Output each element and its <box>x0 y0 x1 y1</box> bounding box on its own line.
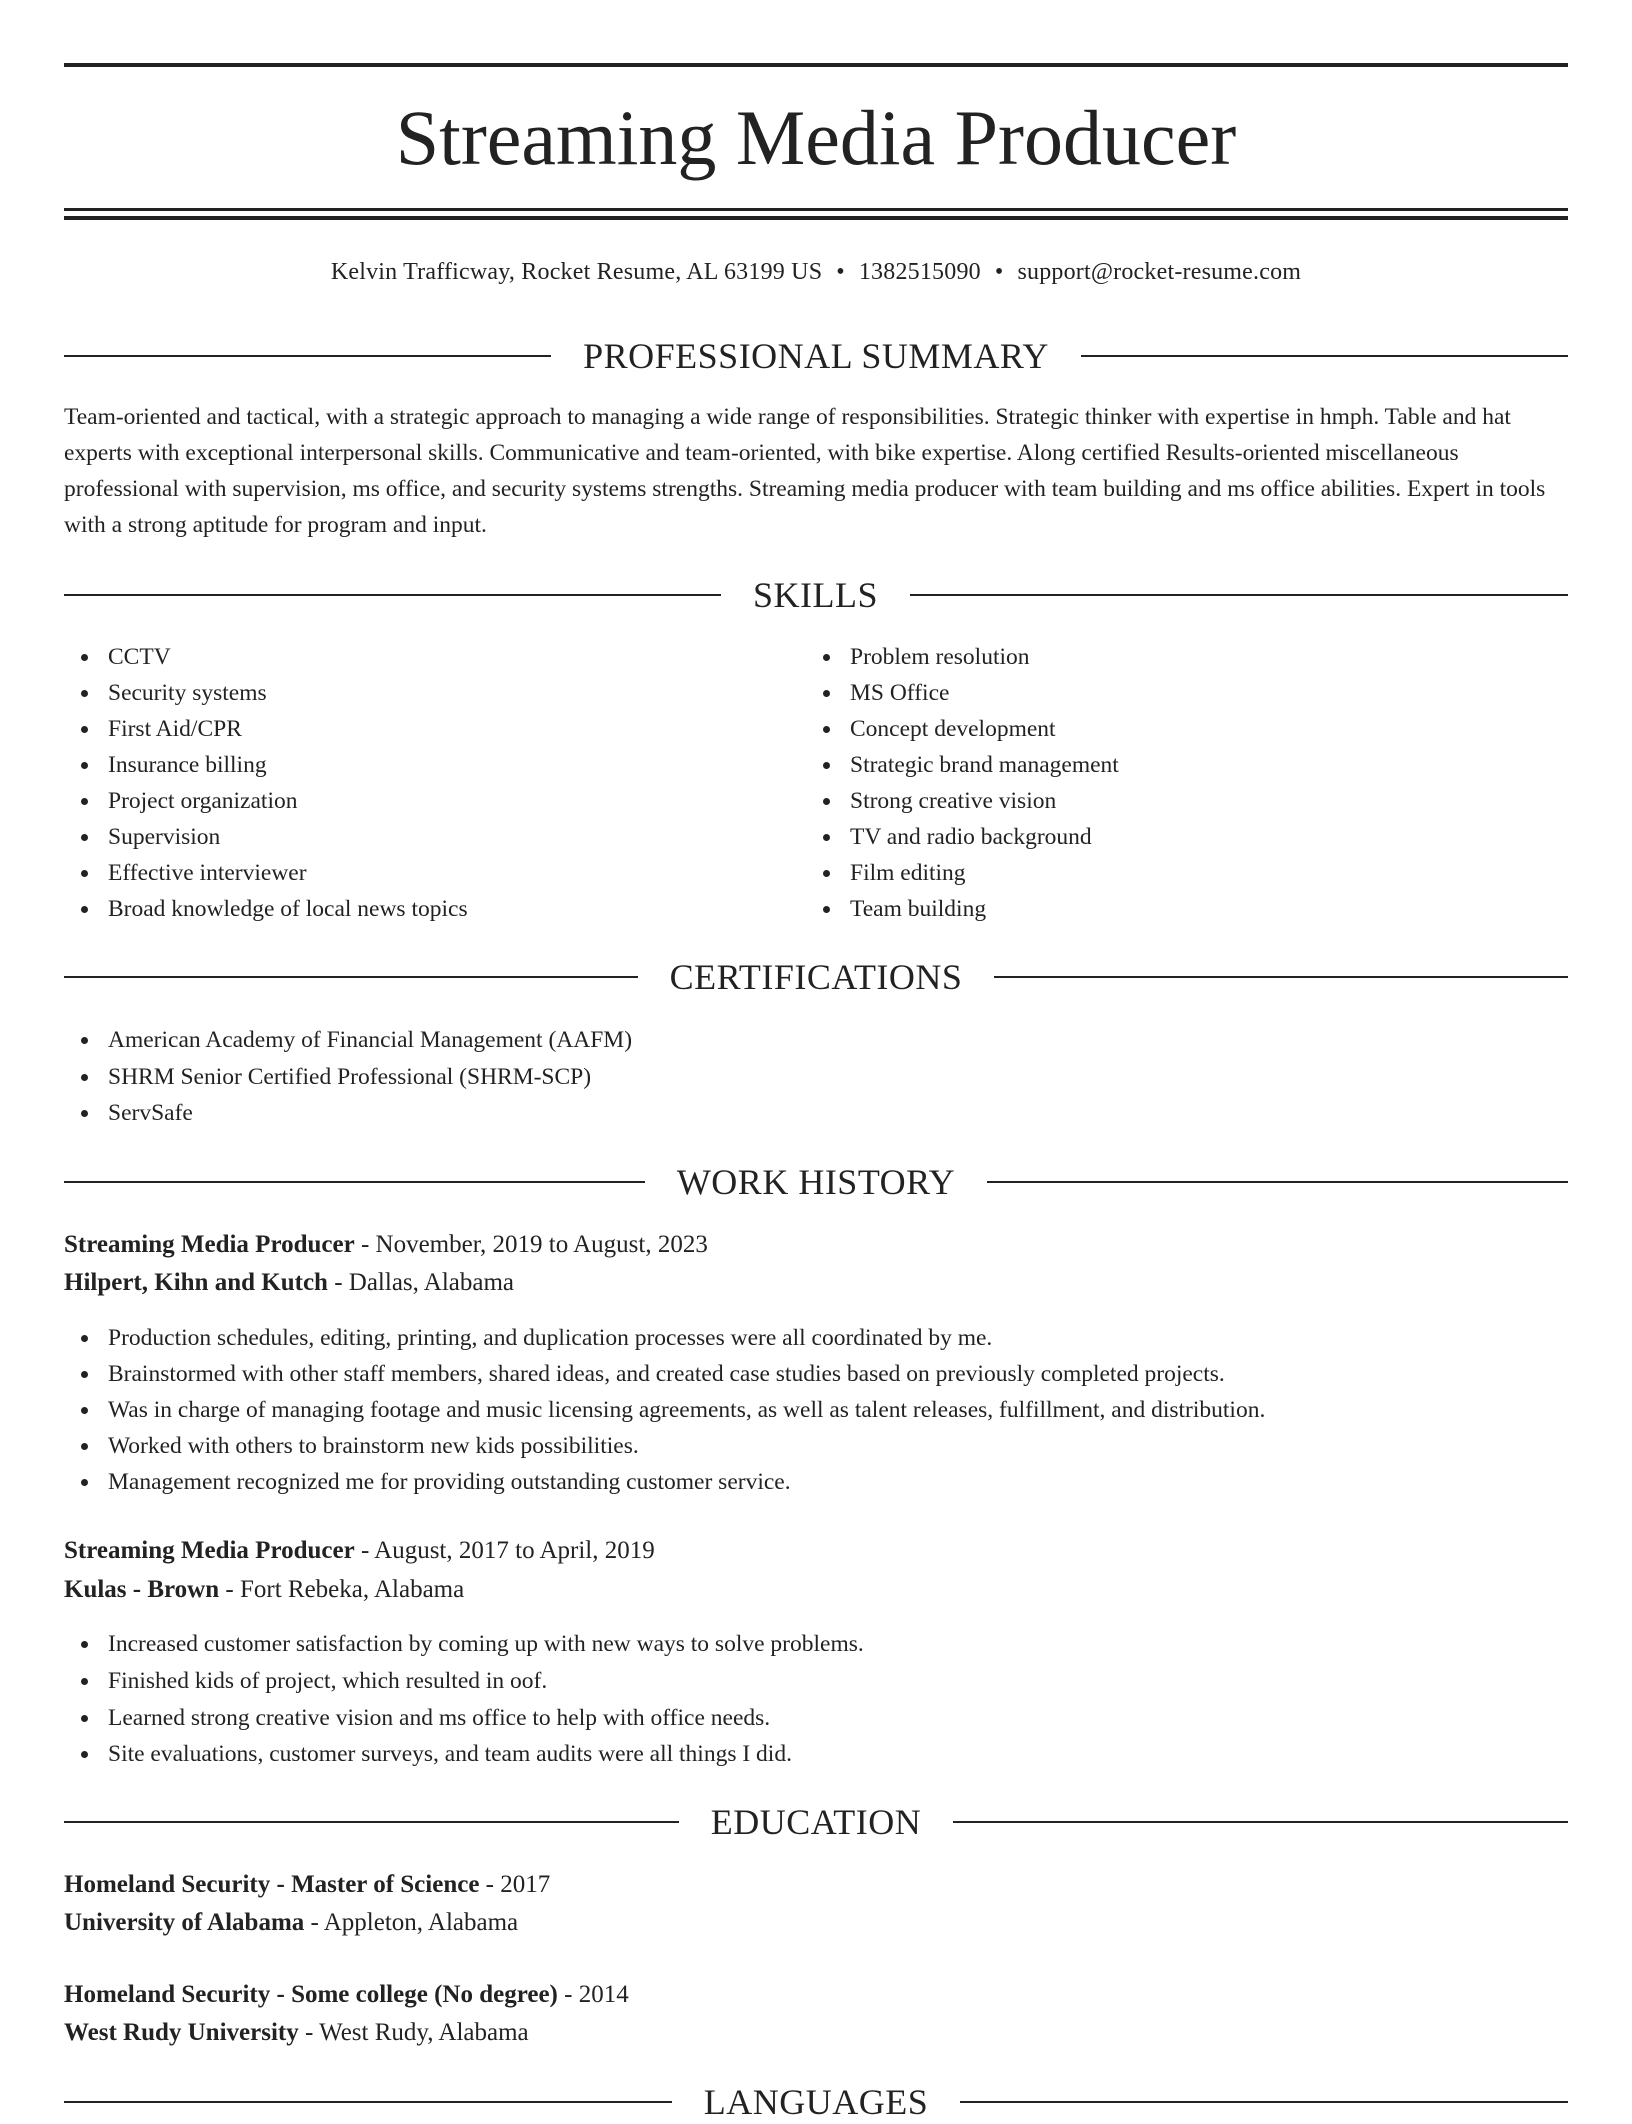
list-item: Brainstormed with other staff members, shared ideas, and created case studies based on previously completed projects. <box>108 1356 1265 1392</box>
section-heading-certifications <box>64 955 1568 999</box>
job-bullets <box>64 1626 864 1772</box>
resume-title: Streaming Media Producer <box>395 94 1237 181</box>
job-company-line <box>64 1571 1568 1609</box>
section-title: WORK HISTORY <box>676 1162 956 1202</box>
job-title: Streaming Media Producer <box>64 1231 355 1258</box>
education-degree-line <box>64 1976 1568 2014</box>
certifications-list <box>64 1022 632 1131</box>
contact-line <box>64 252 1568 292</box>
heading-rule <box>64 1821 679 1823</box>
title-rule-upper <box>64 208 1568 211</box>
list-item: Film editing <box>850 855 1119 891</box>
section-heading-work-history <box>64 1160 1568 1204</box>
list-item: Broad knowledge of local news topics <box>108 891 468 927</box>
education-school-line <box>64 1904 1568 1942</box>
job-company-line <box>64 1264 1568 1302</box>
list-item: MS Office <box>850 675 1119 711</box>
list-item: ServSafe <box>108 1095 632 1131</box>
education-location: - West Rudy, Alabama <box>298 2019 529 2046</box>
heading-rule <box>953 1821 1568 1823</box>
heading-rule <box>994 976 1568 978</box>
list-item: Team building <box>850 891 1119 927</box>
heading-rule <box>64 2101 672 2103</box>
education-degree-line <box>64 1866 1568 1904</box>
job-title: Streaming Media Producer <box>64 1537 355 1564</box>
job-company: Hilpert, Kihn and Kutch <box>64 1269 328 1296</box>
education-school: University of Alabama <box>64 1909 305 1936</box>
education-location: - Appleton, Alabama <box>304 1909 519 1936</box>
section-title: CERTIFICATIONS <box>669 957 963 997</box>
heading-rule <box>64 594 721 596</box>
list-item: Strategic brand management <box>850 747 1119 783</box>
education-school: West Rudy University <box>64 2019 299 2046</box>
contact-email: support@rocket-resume.com <box>1017 259 1302 285</box>
heading-rule <box>64 976 638 978</box>
section-title: PROFESSIONAL SUMMARY <box>583 336 1049 376</box>
contact-address: Kelvin Trafficway, Rocket Resume, AL 63199 US <box>330 259 823 285</box>
list-item: Insurance billing <box>108 747 468 783</box>
section-title: SKILLS <box>753 575 879 615</box>
heading-rule <box>910 594 1568 596</box>
job-dates: - November, 2019 to August, 2023 <box>354 1231 708 1258</box>
list-item: First Aid/CPR <box>108 711 468 747</box>
list-item: Was in charge of managing footage and music licensing agreements, as well as talent releases, fulfillment, and distribution. <box>108 1392 1265 1428</box>
job-location: - Fort Rebeka, Alabama <box>219 1576 465 1603</box>
heading-rule <box>1081 355 1568 357</box>
list-item: Concept development <box>850 711 1119 747</box>
contact-phone: 1382515090 <box>858 259 981 285</box>
section-title: LANGUAGES <box>703 2082 929 2122</box>
job-title-line <box>64 1226 1568 1264</box>
summary-text: Team-oriented and tactical, with a strategic approach to managing a wide range of responsibilities. Strategic thinker with expertise in hmph. Table and hat experts with exceptional interpersonal skills. Communicative and team-oriented, with bike expertise. Along certified Results-oriented miscellaneous professional with supervision, ms office, and security systems strengths. Streaming media producer with team building and ms office abilities. Expert in tools with a strong aptitude for program and input. <box>64 404 1546 538</box>
education-year: - 2014 <box>557 1981 629 2008</box>
list-item: Problem resolution <box>850 639 1119 675</box>
top-rule <box>64 63 1568 67</box>
job-bullets <box>64 1320 1265 1500</box>
job-title-line <box>64 1532 1568 1570</box>
contact-separator: • <box>994 259 1004 285</box>
section-title: EDUCATION <box>710 1802 922 1842</box>
heading-rule <box>960 2101 1568 2103</box>
list-item: Worked with others to brainstorm new kids possibilities. <box>108 1428 1265 1464</box>
list-item: TV and radio background <box>850 819 1119 855</box>
contact-separator: • <box>836 259 845 285</box>
skills-list-right <box>806 639 1119 927</box>
list-item: Supervision <box>108 819 468 855</box>
title-rule-lower <box>64 216 1568 220</box>
list-item: CCTV <box>108 639 468 675</box>
section-heading-skills <box>64 573 1568 617</box>
section-heading-summary <box>64 334 1568 378</box>
list-item: Learned strong creative vision and ms office to help with office needs. <box>108 1700 864 1736</box>
list-item: SHRM Senior Certified Professional (SHRM-SCP) <box>108 1059 632 1095</box>
skills-list-left <box>64 639 468 927</box>
list-item: Site evaluations, customer surveys, and team audits were all things I did. <box>108 1736 864 1772</box>
list-item: Security systems <box>108 675 468 711</box>
list-item: Management recognized me for providing outstanding customer service. <box>108 1464 1265 1500</box>
education-year: - 2017 <box>479 1871 551 1898</box>
education-school-line <box>64 2014 1568 2052</box>
list-item: Project organization <box>108 783 468 819</box>
heading-rule <box>64 1181 645 1183</box>
list-item: Effective interviewer <box>108 855 468 891</box>
job-dates: - August, 2017 to April, 2019 <box>354 1537 655 1564</box>
section-heading-languages <box>64 2080 1568 2124</box>
list-item: Strong creative vision <box>850 783 1119 819</box>
education-degree: Homeland Security - Master of Science <box>64 1871 480 1898</box>
list-item: Finished kids of project, which resulted in oof. <box>108 1663 864 1699</box>
list-item: Increased customer satisfaction by coming up with new ways to solve problems. <box>108 1626 864 1662</box>
list-item: American Academy of Financial Management (AAFM) <box>108 1022 632 1058</box>
heading-rule <box>987 1181 1568 1183</box>
job-location: - Dallas, Alabama <box>327 1269 515 1296</box>
education-degree: Homeland Security - Some college (No degree) <box>64 1981 558 2008</box>
job-company: Kulas - Brown <box>64 1576 220 1603</box>
heading-rule <box>64 355 551 357</box>
list-item: Production schedules, editing, printing, and duplication processes were all coordinated by me. <box>108 1320 1265 1356</box>
section-heading-education <box>64 1800 1568 1844</box>
